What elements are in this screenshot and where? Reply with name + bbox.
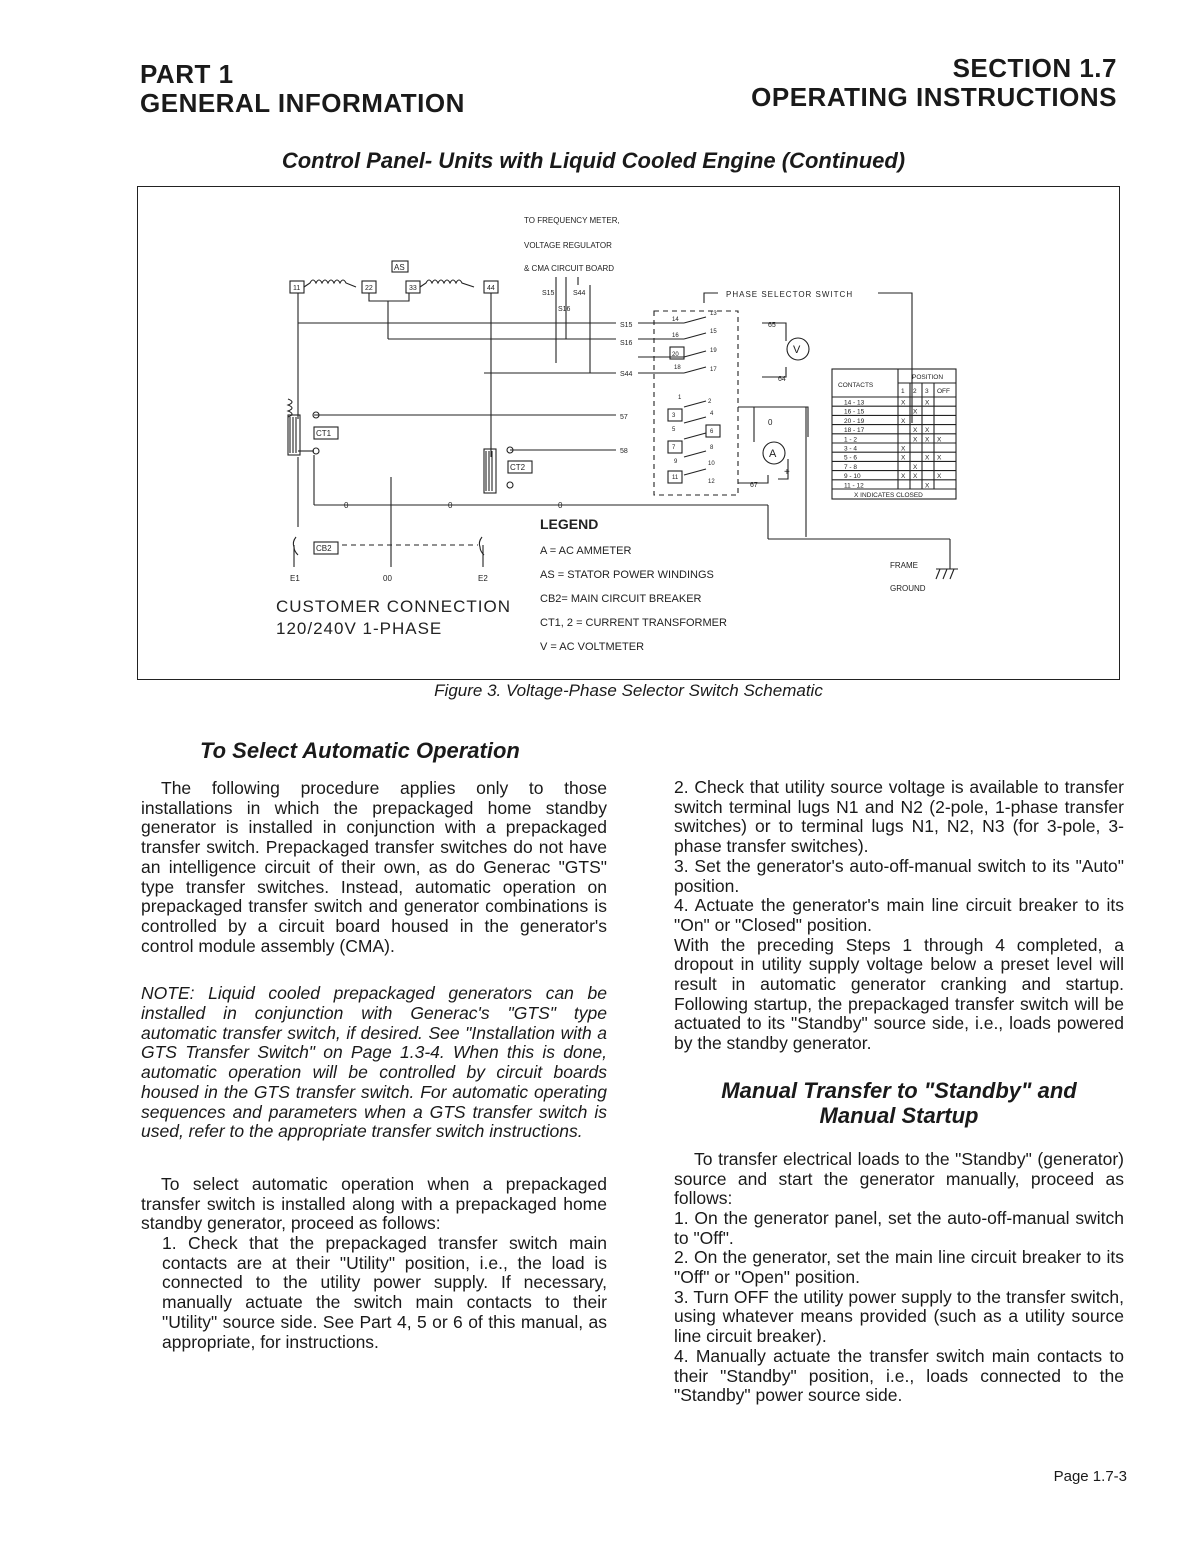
label-ct2: CT2 bbox=[510, 463, 526, 472]
svg-text:22: 22 bbox=[365, 285, 373, 292]
step-item: 1. On the generator panel, set the auto-off-manual switch to "Off". bbox=[674, 1207, 1124, 1248]
svg-text:S44: S44 bbox=[620, 371, 633, 378]
svg-text:0: 0 bbox=[448, 501, 453, 510]
paragraph: With the preceding Steps 1 through 4 completed, a dropout in utility supply voltage below a preset level will result in automatic generator cranking and startup. Following startup, the prepackaged transfer switch will be actuated to its "Standby" source side, i.e., loads powered by the standby generator. bbox=[674, 934, 1124, 1054]
schematic-figure bbox=[137, 186, 1120, 680]
contact-label: 5 - 6 bbox=[844, 454, 858, 462]
svg-text:13: 13 bbox=[710, 311, 717, 317]
svg-text:S16: S16 bbox=[620, 340, 633, 347]
step-item: 3. Turn OFF the utility power supply to the transfer switch, using whatever means provided (such as a utility source line circuit breaker). bbox=[674, 1286, 1124, 1347]
right-column bbox=[674, 778, 1124, 1406]
label-cma-board: & CMA CIRCUIT BOARD bbox=[524, 264, 615, 273]
closed-mark: X bbox=[913, 436, 918, 444]
contacts-table bbox=[832, 369, 956, 499]
svg-text:19: 19 bbox=[710, 348, 717, 354]
step-item: 2. Check that utility source voltage is available to transfer switch terminal lugs N1 and N2 (2-pole, 1-phase transfer switches) or to terminal lugs N1, N2, N3 (for 3-pole, 3-phase transfer switches). bbox=[674, 777, 1124, 857]
schematic-diagram bbox=[138, 187, 1121, 681]
closed-mark: X bbox=[901, 445, 906, 453]
svg-text:67: 67 bbox=[750, 482, 758, 489]
svg-text:57: 57 bbox=[620, 414, 628, 421]
svg-text:12: 12 bbox=[708, 479, 715, 485]
closed-mark: X bbox=[925, 482, 930, 490]
label-phase-selector: PHASE SELECTOR SWITCH bbox=[726, 290, 854, 299]
svg-text:8: 8 bbox=[710, 445, 714, 451]
svg-text:64: 64 bbox=[778, 376, 786, 383]
svg-text:S44: S44 bbox=[573, 290, 586, 297]
legend-title: LEGEND bbox=[540, 516, 599, 532]
closed-mark: X bbox=[937, 473, 942, 481]
position-label: 3 bbox=[925, 388, 929, 395]
section-title: OPERATING INSTRUCTIONS bbox=[751, 82, 1117, 112]
stator-winding-1 bbox=[304, 280, 356, 287]
step-item: 3. Set the generator's auto-off-manual switch to its "Auto" position. bbox=[674, 855, 1124, 896]
svg-text:S15: S15 bbox=[620, 322, 633, 329]
closed-mark: X bbox=[925, 436, 930, 444]
customer-connection-label: CUSTOMER CONNECTION bbox=[276, 597, 511, 616]
svg-text:E2: E2 bbox=[478, 574, 488, 583]
closed-mark: X bbox=[925, 427, 930, 435]
step-item: 2. On the generator, set the main line circuit breaker to its "Off" or "Open" position. bbox=[674, 1247, 1124, 1288]
ground-icon bbox=[936, 569, 958, 579]
legend-item: CT1, 2 = CURRENT TRANSFORMER bbox=[540, 617, 727, 629]
section-title-line: Manual Transfer to "Standby" and bbox=[721, 1077, 1077, 1103]
label-voltage-regulator: VOLTAGE REGULATOR bbox=[524, 241, 612, 250]
ammeter-label: A bbox=[769, 448, 777, 460]
svg-text:58: 58 bbox=[620, 448, 628, 455]
svg-text:15: 15 bbox=[710, 329, 717, 335]
closed-mark: X bbox=[937, 436, 942, 444]
section-label: SECTION 1.7 bbox=[952, 53, 1117, 83]
svg-text:20: 20 bbox=[672, 352, 679, 358]
legend-item: V = AC VOLTMETER bbox=[540, 641, 645, 653]
svg-text:18: 18 bbox=[674, 365, 681, 371]
section-title-line: Manual Startup bbox=[819, 1102, 979, 1128]
closed-mark: X bbox=[925, 399, 930, 407]
header-right bbox=[751, 54, 1117, 112]
closed-mark: X bbox=[913, 463, 918, 471]
contact-label: 9 - 10 bbox=[844, 473, 861, 481]
svg-text:11: 11 bbox=[672, 475, 679, 481]
position-label: 2 bbox=[913, 388, 917, 395]
page-number: Page 1.7-3 bbox=[1053, 1468, 1127, 1485]
svg-text:14: 14 bbox=[672, 317, 679, 323]
svg-text:0: 0 bbox=[344, 501, 349, 510]
svg-text:3: 3 bbox=[672, 413, 676, 419]
label-to-frequency: TO FREQUENCY METER, bbox=[524, 216, 620, 225]
svg-text:17: 17 bbox=[710, 367, 717, 373]
ct2-coil-icon bbox=[484, 449, 496, 493]
closed-mark: X bbox=[913, 427, 918, 435]
legend-item: AS = STATOR POWER WINDINGS bbox=[540, 569, 714, 581]
svg-text:33: 33 bbox=[409, 285, 417, 292]
contact-label: 7 - 8 bbox=[844, 463, 858, 471]
closed-mark: X bbox=[901, 399, 906, 407]
closed-mark: X bbox=[901, 454, 906, 462]
svg-text:10: 10 bbox=[708, 461, 715, 467]
svg-text:44: 44 bbox=[487, 285, 495, 292]
svg-text:0: 0 bbox=[768, 418, 773, 427]
figure-caption: Figure 3. Voltage-Phase Selector Switch Schematic bbox=[434, 681, 823, 700]
svg-text:00: 00 bbox=[383, 574, 392, 583]
label-cb2: CB2 bbox=[316, 544, 332, 553]
stator-winding-2 bbox=[420, 280, 474, 287]
contact-label: 20 - 19 bbox=[844, 417, 865, 425]
part-label: PART 1 bbox=[140, 59, 234, 89]
svg-text:11: 11 bbox=[293, 285, 301, 292]
paragraph: To transfer electrical loads to the "Standby" (generator) source and start the generator manually, proceed as follows: bbox=[674, 1148, 1124, 1209]
label-frame: FRAME bbox=[890, 561, 918, 570]
svg-text:4: 4 bbox=[710, 411, 714, 417]
closed-mark: X bbox=[901, 473, 906, 481]
step-item: 1. Check that the prepackaged transfer switch main contacts are at their "Utility" position, i.e., the load is connected to the utility power supply. If necessary, manually actuate the switch main contacts to their "Utility" source side. See Part 4, 5 or 6 of this manual, as appropriate, for instructions. bbox=[162, 1233, 607, 1352]
svg-text:S15: S15 bbox=[542, 290, 555, 297]
svg-text:5: 5 bbox=[672, 427, 676, 433]
closed-mark: X bbox=[925, 454, 930, 462]
contact-label: 11 - 12 bbox=[844, 482, 864, 490]
contacts-header: CONTACTS bbox=[838, 382, 874, 389]
legend-item: CB2= MAIN CIRCUIT BREAKER bbox=[540, 593, 702, 605]
contact-label: 16 - 15 bbox=[844, 408, 865, 416]
svg-text:7: 7 bbox=[672, 445, 676, 451]
svg-text:2: 2 bbox=[708, 399, 712, 405]
closed-mark: X bbox=[901, 417, 906, 425]
voltmeter-label: V bbox=[793, 344, 801, 356]
paragraph: To select automatic operation when a prepackaged transfer switch is installed along with a prepackaged home standby generator, proceed as follows: bbox=[141, 1173, 607, 1234]
table-footer: X INDICATES CLOSED bbox=[854, 492, 923, 499]
legend-item: A = AC AMMETER bbox=[540, 545, 632, 557]
label-ground: GROUND bbox=[890, 584, 926, 593]
svg-text:9: 9 bbox=[674, 459, 678, 465]
closed-mark: X bbox=[937, 454, 942, 462]
svg-text:0: 0 bbox=[558, 501, 563, 510]
svg-text:E1: E1 bbox=[290, 574, 300, 583]
contact-label: 3 - 4 bbox=[844, 445, 858, 453]
svg-text:65: 65 bbox=[768, 322, 776, 329]
position-label: 1 bbox=[901, 388, 905, 395]
closed-mark: X bbox=[913, 408, 918, 416]
customer-voltage-label: 120/240V 1-PHASE bbox=[276, 619, 443, 638]
svg-text:S16: S16 bbox=[558, 306, 571, 313]
step-item: 4. Actuate the generator's main line circuit breaker to its "On" or "Closed" position. bbox=[674, 895, 1124, 935]
closed-mark: X bbox=[913, 473, 918, 481]
contact-label: 18 - 17 bbox=[844, 427, 865, 435]
step-item: 4. Manually actuate the transfer switch main contacts to their "Standby" position, i.e., loads connected to the "Standby" power source side. bbox=[674, 1345, 1124, 1406]
position-label: OFF bbox=[937, 388, 950, 395]
contact-label: 1 - 2 bbox=[844, 436, 858, 444]
svg-text:16: 16 bbox=[672, 333, 679, 339]
label-ct1: CT1 bbox=[316, 429, 332, 438]
part-title: GENERAL INFORMATION bbox=[140, 88, 465, 118]
left-column bbox=[141, 779, 607, 1352]
svg-text:6: 6 bbox=[710, 429, 714, 435]
figure-heading: Control Panel- Units with Liquid Cooled Engine (Continued) bbox=[281, 148, 906, 173]
paragraph: The following procedure applies only to those installations in which the prepackaged home standby generator is installed in conjunction with a prepackaged transfer switch. Prepackaged transfer switches do not have an intelligence circuit of their own, as do Generac "GTS" type transfer switches. Instead, automatic operation on prepackaged transfer switch and generator combinations is controlled by a circuit board housed in the generator's control module assembly (CMA). bbox=[141, 778, 607, 956]
label-as: AS bbox=[394, 263, 405, 272]
note-paragraph: NOTE: Liquid cooled prepackaged generators can be installed in conjunction with Generac's "GTS" type automatic transfer switch, if desired. See "Installation with a GTS Transfer Switch" on Page 1.3-4. When this is done, automatic operation will be controlled by circuit boards housed in the GTS transfer switch. For automatic operating sequences and parameters when a GTS transfer switch is used, refer to the appropriate transfer switch instructions. bbox=[141, 983, 607, 1142]
svg-text:+: + bbox=[784, 467, 790, 478]
header-left bbox=[140, 60, 465, 118]
position-header: POSITION bbox=[912, 374, 944, 381]
svg-text:1: 1 bbox=[678, 395, 682, 401]
section-title-automatic: To Select Automatic Operation bbox=[200, 738, 520, 763]
contact-label: 14 - 13 bbox=[844, 399, 865, 407]
section-title-manual bbox=[674, 1078, 1124, 1128]
